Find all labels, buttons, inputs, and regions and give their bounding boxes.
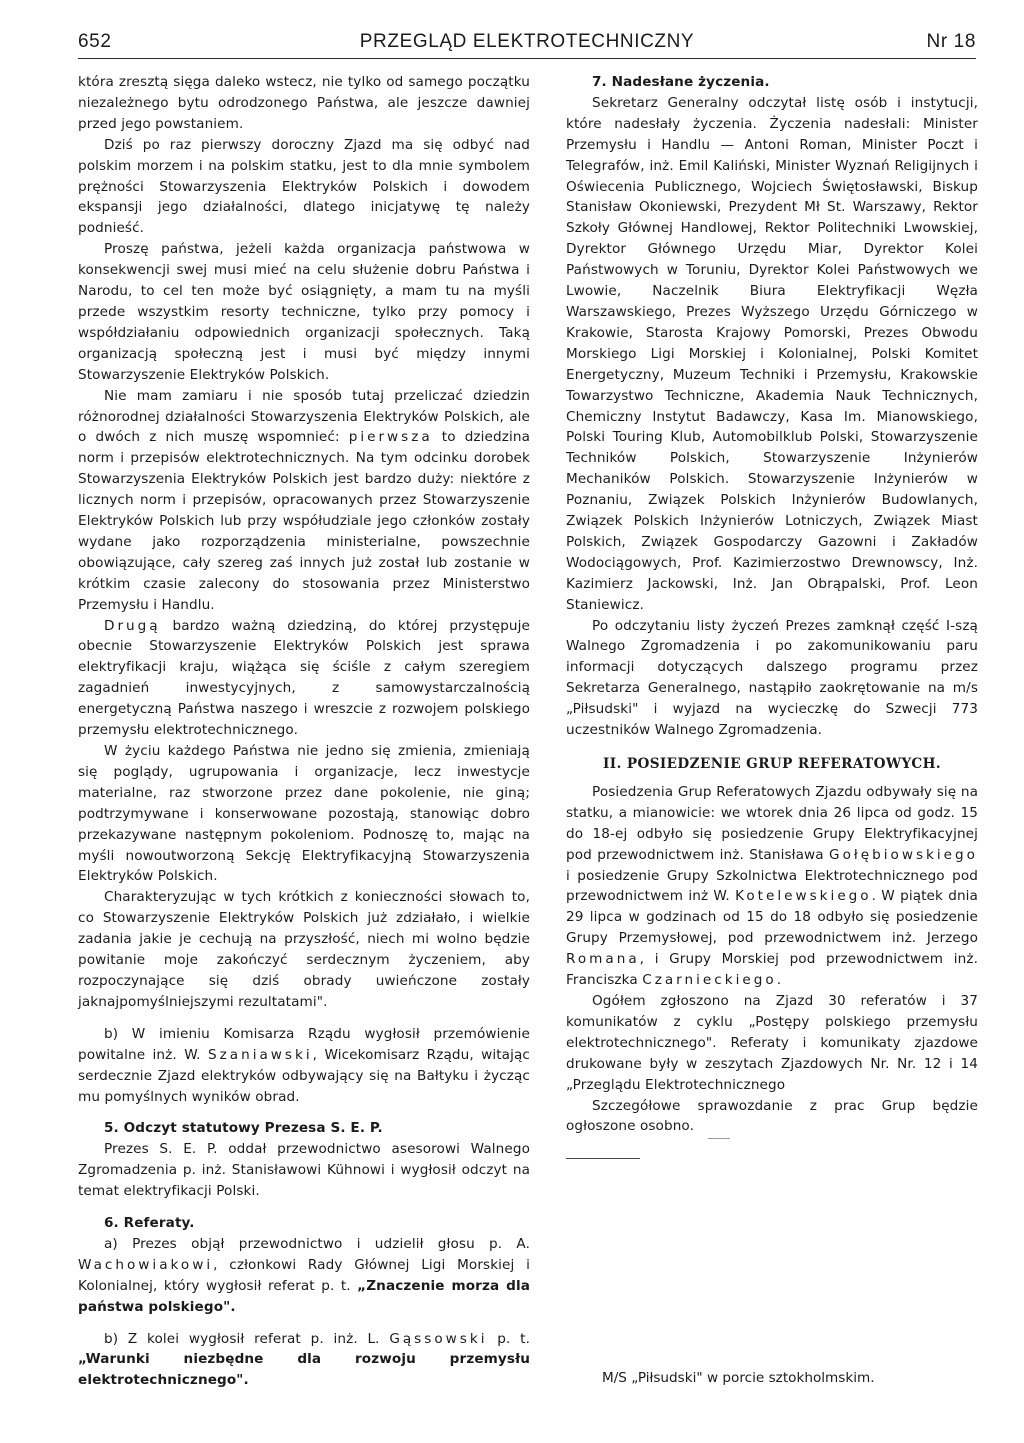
text-run: Nie mam zamiaru i nie sposób tutaj przeliczać dziedzin różnorodnej działalności Stowarzyszenia Elektryków Polskich, ale o dwóch z nich muszę wspomnieć: [78,387,530,446]
text-run: , i Grupy Morskiej pod przewodnictwem inż. Franciszka [566,951,978,989]
section-heading-7: 7. Nadesłane życzenia. [592,74,770,90]
text-run: , Wicekomisarz Rządu, witając serdecznie Zjazd elektryków odbywający się na Bałtyku i życząc mu pomyślnych wyników obrad. [78,1046,530,1105]
section-heading-6: 6. Referaty. [104,1215,195,1232]
paragraph: Charakteryzując w tych krótkich z konieczności słowach to, co Stowarzyszenie Elektryków Polskich już zdziałało, i wielkie zadania jakie je cechują na przyszłość, niech mi wolno będzie powitanie moje zakończyć serdecznym życzeniem, aby rozpoczynające się dziś obrady uwieńczone zostały jaknajpomyślniejszymi rezultatami". [78,889,530,1010]
paragraph: Proszę państwa, jeżeli każda organizacja państwowa w konsekwencji swej musi mieć na celu służenie dobru Państwa i Narodu, to cel ten może być osiągnięty, a mam tu na myśli przede wszystkim resorty techniczne, tylko przy pomocy i współdziałaniu odpowiednich organizacji społecznych. Taką organizacją społeczną jest i musi być między innymi Stowarzyszenie Elektryków Polskich. [78,241,530,383]
paragraph: Szczegółowe sprawozdanie z prac Grup będzie ogłoszone osobno. [566,1097,978,1135]
spaced-emphasis: Wachowiakowi [78,1256,214,1273]
text-run: , członkowi Rady Głównej Ligi Morskiej i Kolonialnej, który wygłosił referat p. t. [78,1256,530,1294]
text-run: Posiedzenia Grup Referatowych Zjazdu odbywały się na statku, a mianowicie: we wtorek dnia 26 lipca od godz. 15 do 18-ej odbyło się posiedzenie Grupy Elektryfikacyjnej pod przewodnictwem inż. Stanisława [566,783,978,863]
spaced-emphasis: Gołębiowskiego [829,846,978,863]
separator-line [708,1138,730,1139]
spaced-emphasis: Czarnieckiego [642,972,777,989]
page-number: 652 [78,31,112,52]
figure-caption: M/S „Piłsudski" w porcie sztokholmskim. [602,1370,875,1386]
paragraph [78,1329,530,1392]
text-run: . [776,972,782,989]
paragraph: Dziś po raz pierwszy doroczny Zjazd ma się odbyć nad polskim morzem i na polskim statku, jest to dla mnie symbolem prężności Stowarzyszenia Elektryków Polskich i dowodem ekspansji jego działalności, dlatego inicjatywę tę należy podnieść. [78,136,530,237]
text-run: b) Z kolei wygłosił referat p. inż. L. [104,1330,390,1347]
running-header [78,31,976,59]
text-run: b) W imieniu Komisarza Rządu wygłosił przemówienie powitalne inż. W. [78,1025,530,1063]
spaced-emphasis: Gąssowski [389,1330,488,1347]
text-run: bardzo ważną dziedziną, do której przystępuje obecnie Stowarzyszenie Elektryków Polskich jest sprawa elektryfikacji kraju, wiążąca się ściśle z całym szeregiem zagadnień inwestycyjnych, z samowystarczalnością energetyczną Państwa naszego i wreszcie z rozwojem polskiego przemysłu elektrotechnicznego. [78,617,530,739]
section-title: II. POSIEDZENIE GRUP REFERATOWYCH. [603,756,941,772]
paragraph [78,1024,530,1108]
paragraph: W życiu każdego Państwa nie jedno się zmienia, zmieniają się poglądy, ugrupowania i organizacje, lecz inwestycje materialne, raz stworzone przez dane pokolenie, nie giną; podtrzymywane i konserwowane pozostają, stanowiąc dobro przekazywane następnym pokoleniom. Podnoszę to, mając na myśli nowoutworzoną Sekcję Elektryfikacyjną Stowarzyszenia Elektryków Polskich. [78,743,530,885]
paragraph [78,1234,530,1318]
spaced-emphasis: pierwsza [348,429,433,446]
paragraph [566,782,978,991]
spaced-emphasis: Romana [566,951,640,968]
header-rule [78,58,976,59]
separator-line [566,1158,640,1159]
text-run: i posiedzenie Grupy Szkolnictwa Elektrotechnicznego pod przewodnictwem inż W. [566,867,978,905]
paragraph [78,616,530,741]
right-column [566,72,978,1137]
text-run: to dziedzina norm i przepisów elektrotechnicznych. Na tym odcinku dorobek Stowarzyszenia Elektryków Polskich jest bardzo duży: niektóre z licznych norm i przepisów, opracowanych przez Stowarzyszenie Elektryków Polskich lub przy współudziale jego członków zostały wydane jako rozporządzenia ministerialne, powszechnie obowiązujące, cały szereg zaś innych już został lub zostanie w krótkim czasie zalecony do stosowania przez Ministerstwo Przemysłu i Handlu. [78,429,530,613]
spaced-emphasis: Kotelewskiego [735,888,872,905]
spaced-emphasis: Drugą [104,617,161,634]
paragraph: Prezes S. E. P. oddał przewodnictwo asesorowi Walnego Zgromadzenia p. inż. Stanisławowi Kühnowi i wygłosił odczyt na temat elektryfikacji Polski. [78,1141,530,1200]
paragraph: Po odczytaniu listy życzeń Prezes zamknął część I-szą Walnego Zgromadzenia i po zakomunikowaniu paru informacji dotyczących dalszego programu przez Sekretarza Generalnego, nastąpiło zaokrętowanie na m/s „Piłsudski" i wyjazd na wycieczkę do Szwecji 773 uczestników Walnego Zgromadzenia. [566,617,978,739]
text-run: p. t. [487,1330,530,1347]
text-run: a) Prezes objął przewodnictwo i udzielił głosu p. A. [104,1235,530,1252]
section-heading-5: 5. Odczyt statutowy Prezesa S. E. P. [104,1120,383,1137]
paragraph: Ogółem zgłoszono na Zjazd 30 referatów i 37 komunikatów z cyklu „Postępy polskiego przemysłu elektrotechnicznego". Referaty i komunikaty zjazdowe drukowane były w zeszytach Zjazdowych Nr. Nr. 12 i 14 „Przeglądu Elektrotechnicznego [566,992,978,1093]
paragraph [78,386,530,616]
journal-title: PRZEGLĄD ELEKTROTECHNICZNY [359,31,695,52]
bold-title: „Warunki niezbędne dla rozwoju przemysłu elektrotechnicznego". [78,1351,530,1389]
issue-number: Nr 18 [926,31,976,52]
left-column [78,72,530,1391]
paragraph: Sekretarz Generalny odczytał listę osób i instytucji, które nadesłały życzenia. Życzenia nadesłali: Minister Przemysłu i Handlu — Antoni Roman, Minister Poczt i Telegrafów, inż. Emil Kaliński, Minister Wyznań Religijnych i Oświecenia Publicznego, Wojciech Świętosławski, Biskup Stanisław Okoniewski, Prezydent Mł St. Warszawy, Rektor Szkoły Głównej Handlowej, Rektor Politechniki Lwowskiej, Dyrektor Głównego Urzędu Miar, Dyrektor Kolei Państwowych w Toruniu, Dyrektor Kolei Państwowych we Lwowie, Naczelnik Biura Elektryfikacji Węzła Warszawskiego, Prezes Wyższego Urzędu Górniczego w Krakowie, Starosta Krajowy Pomorski, Prezes Obwodu Morskiego Ligi Morskiej i Kolonialnej, Polski Komitet Energetyczny, Muzeum Techniki i Przemysłu, Krakowskie Towarzystwo Techniczne, Akademia Nauk Technicznych, Chemiczny Instytut Badawczy, Kasa Im. Mianowskiego, Polski Touring Klub, Automobilklub Polski, Stowarzyszenie Techników Polskich, Stowarzyszenie Inżynierów Mechaników Polskich. Stowarzyszenie Inżynierów w Poznaniu, Związek Polskich Inżynierów Budowlanych, Związek Polskich Inżynierów Lotniczych, Związek Miast Polskich, Związek Gospodarczy Gazowni i Zakładów Wodociągowych, Prof. Kazimierzostwo Drewnowscy, Inż. Kazimierz Jackowski, Inż. Jan Obrąpalski, Prof. Leon Staniewicz. [566,94,978,613]
spaced-emphasis: Szaniawski [207,1046,313,1063]
bold-title: „Znaczenie morza dla państwa polskiego". [78,1277,530,1315]
paragraph: która zresztą sięga daleko wstecz, nie tylko od samego początku niezależnego bytu odrodzonego Państwa, ale jeszcze dawniej przed jego powstaniem. [78,74,530,132]
text-run: . W piątek dnia 29 lipca w godzinach od 15 do 18 odbyło się posiedzenie Grupy Przemysłowej, pod przewodnictwem inż. Jerzego [566,888,978,947]
